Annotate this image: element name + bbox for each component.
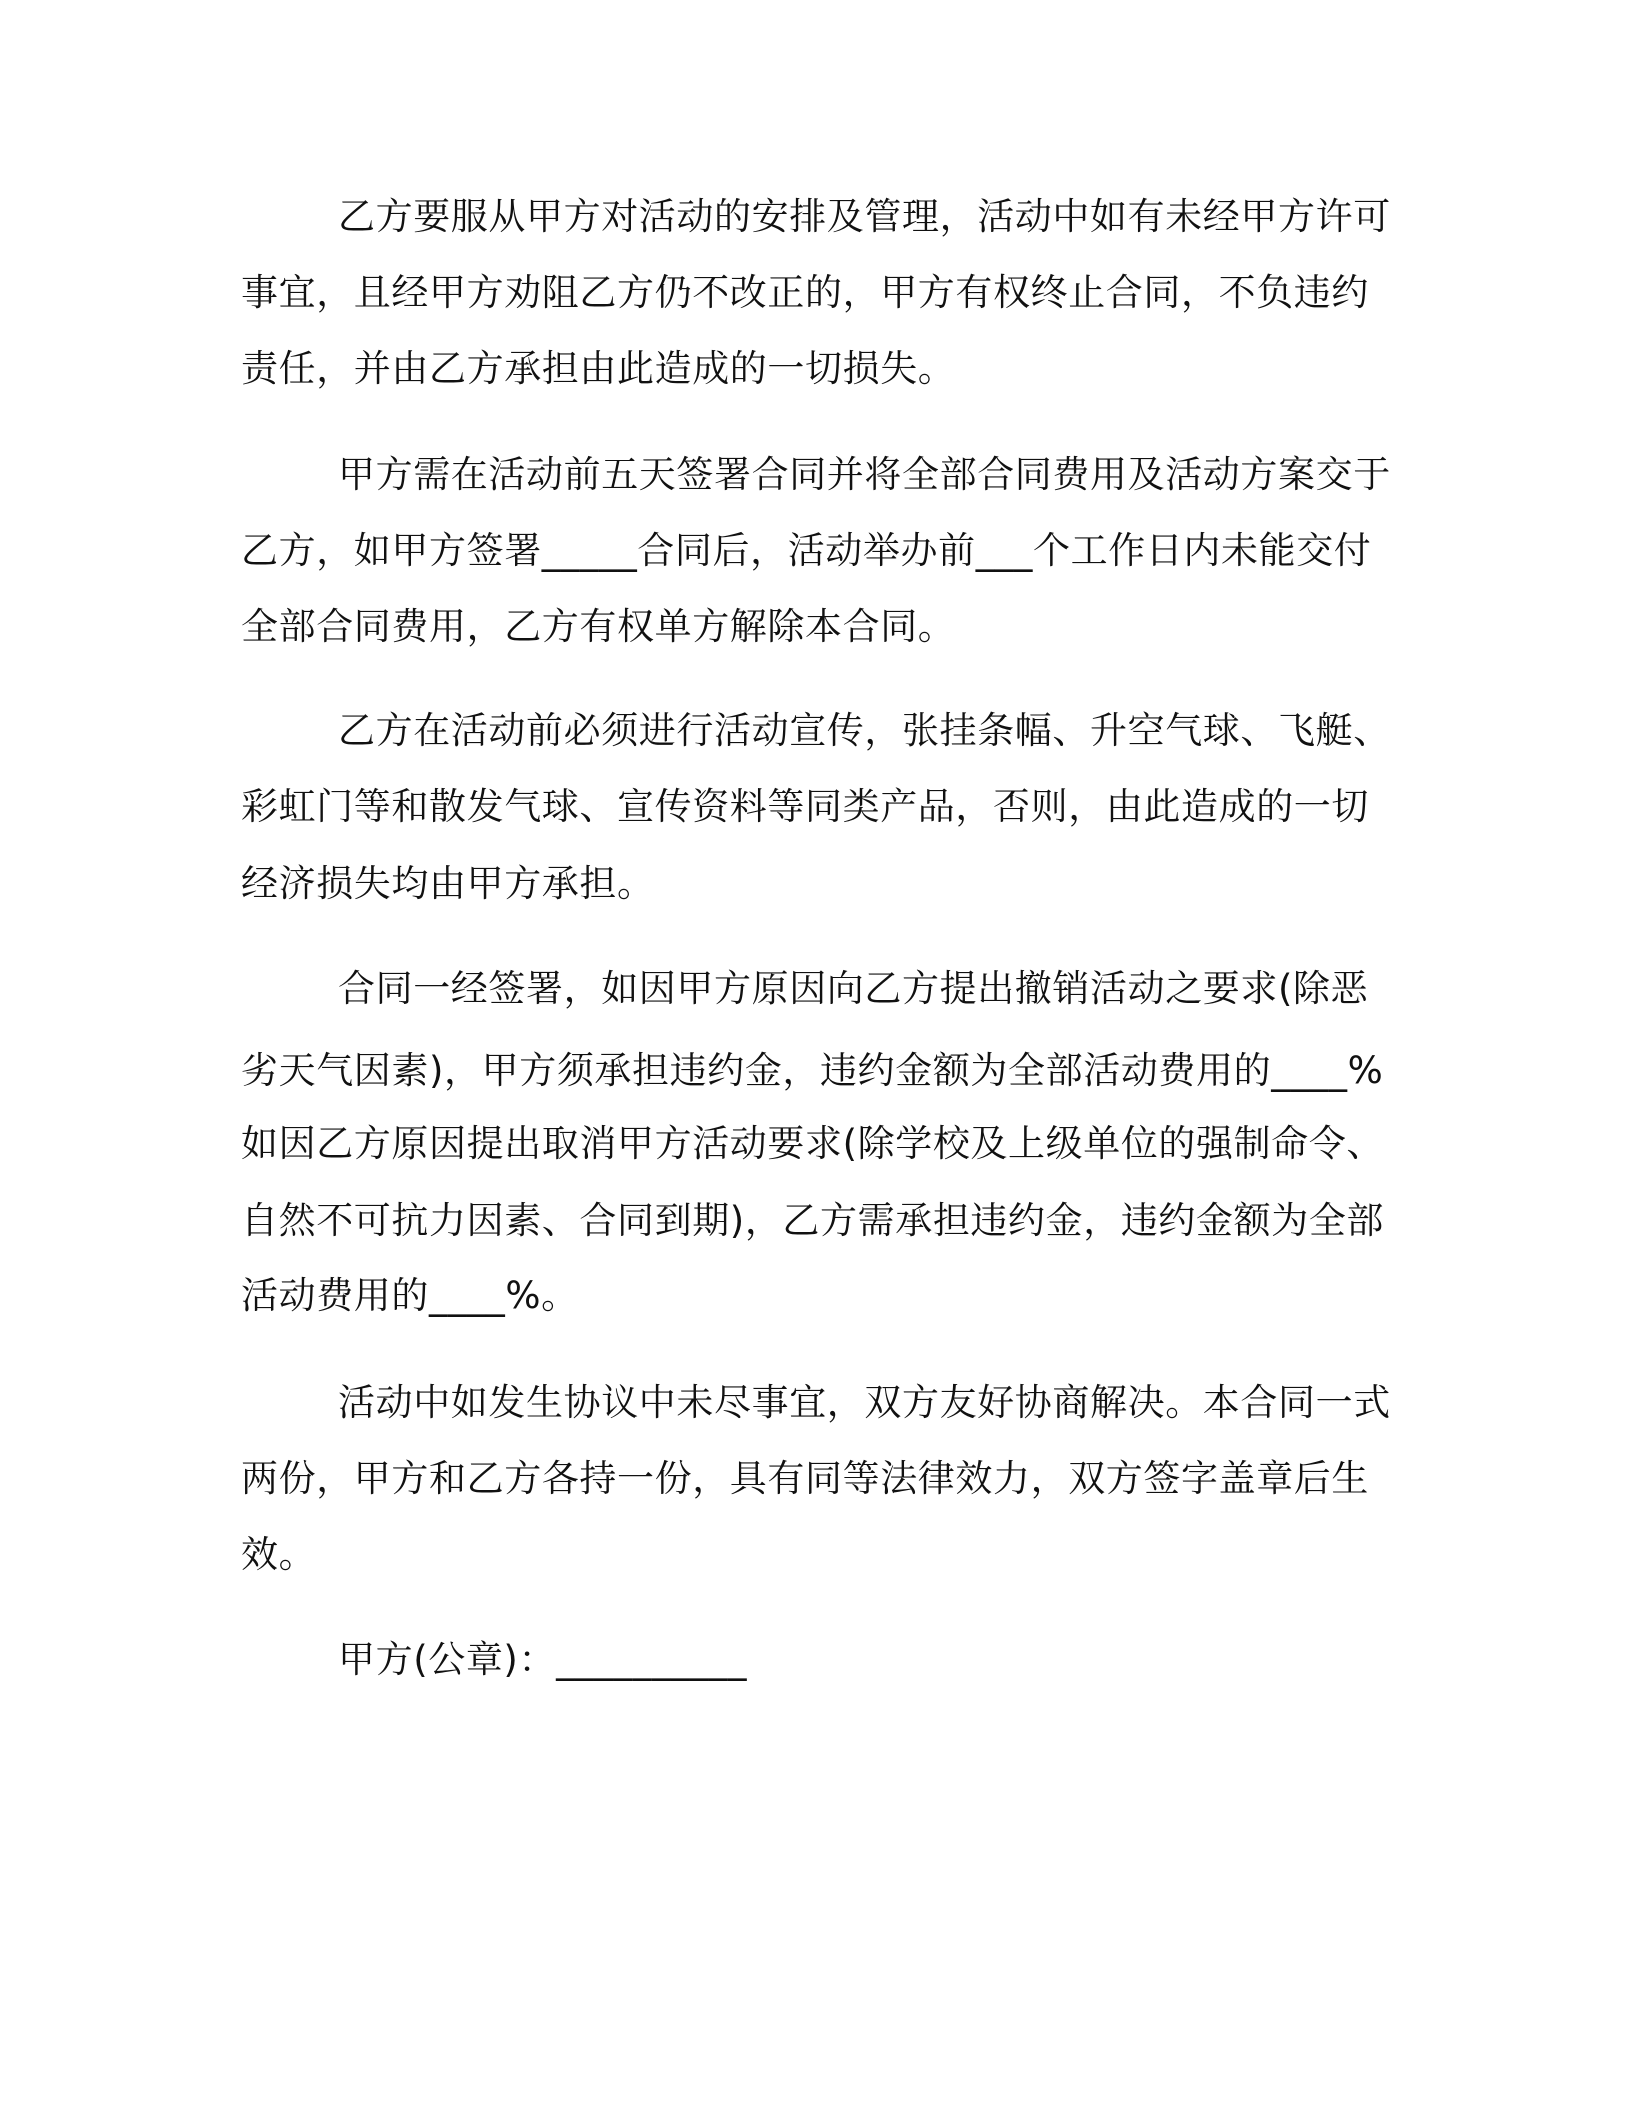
paragraph-3-line-3: 经济损失均由甲方承担。 [241,862,655,905]
paragraph-3-line-1: 乙方在活动前必须进行活动宣传，张挂条幅、升空气球、飞艇、 [338,709,1391,752]
paragraph-4-line-1: 合同一经签署，如因甲方原因向乙方提出撤销活动之要求(除恶 [338,967,1369,1010]
paragraph-5-line-1: 活动中如发生协议中未尽事宜，双方友好协商解决。本合同一式 [338,1381,1391,1424]
paragraph-4-line-3: 如因乙方原因提出取消甲方活动要求(除学校及上级单位的强制命令、 [241,1122,1385,1165]
paragraph-3-line-2: 彩虹门等和散发气球、宣传资料等同类产品，否则，由此造成的一切 [241,785,1369,828]
paragraph-5-line-2: 两份，甲方和乙方各持一份，具有同等法律效力，双方签字盖章后生 [241,1457,1369,1500]
signature-blank: __________ [556,1638,748,1681]
paragraph-2-line-1: 甲方需在活动前五天签署合同并将全部合同费用及活动方案交于 [338,453,1391,496]
paragraph-4-line-2: 劣天气因素)，甲方须承担违约金，违约金额为全部活动费用的____% [241,1049,1384,1092]
paragraph-1-line-1: 乙方要服从甲方对活动的安排及管理，活动中如有未经甲方许可 [338,195,1391,238]
paragraph-4-line-4: 自然不可抗力因素、合同到期)，乙方需承担违约金，违约金额为全部 [241,1199,1385,1242]
party-a-signature [338,1634,747,1686]
paragraph-4-line-5: 活动费用的____%。 [241,1274,579,1317]
signature-label: 甲方(公章)： [338,1638,557,1681]
paragraph-1-line-3: 责任，并由乙方承担由此造成的一切损失。 [241,347,956,390]
paragraph-2-line-2: 乙方，如甲方签署_____合同后，活动举办前___个工作日内未能交付 [241,529,1372,572]
paragraph-1-line-2: 事宜，且经甲方劝阻乙方仍不改正的，甲方有权终止合同，不负违约 [241,271,1369,314]
paragraph-2-line-3: 全部合同费用，乙方有权单方解除本合同。 [241,605,956,648]
paragraph-5-line-3: 效。 [241,1533,317,1576]
